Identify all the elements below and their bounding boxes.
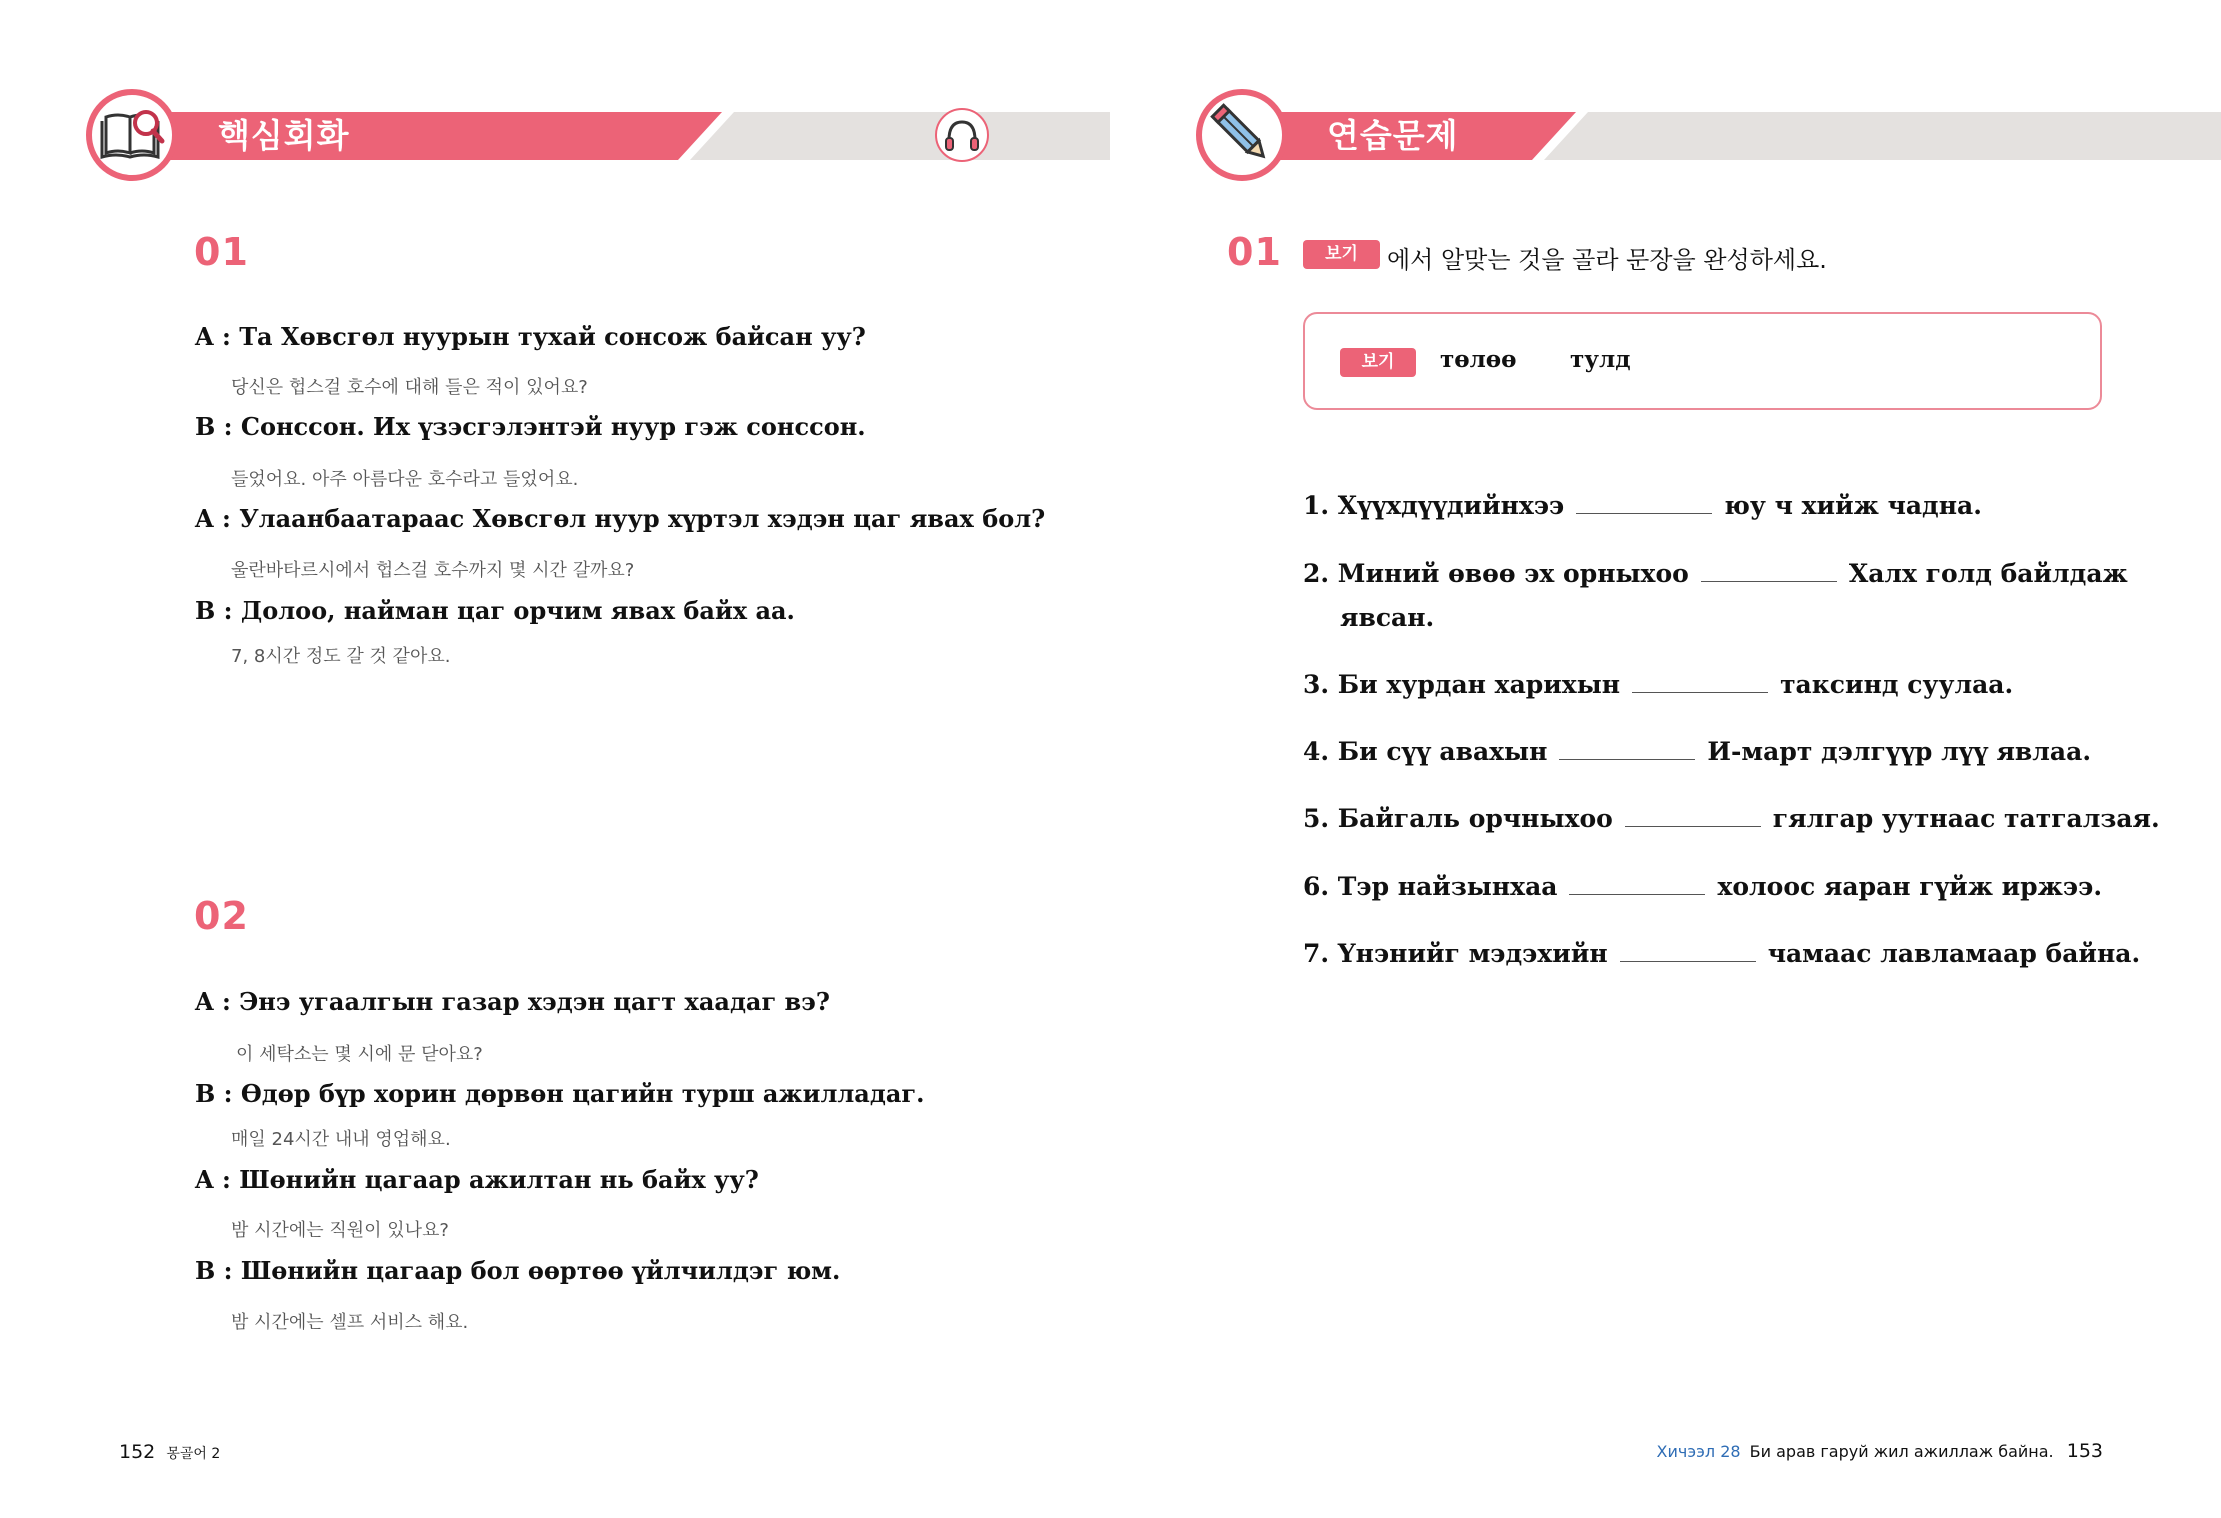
exercise-item (1303, 737, 2091, 766)
right-header-gray-band (1544, 112, 2221, 160)
exercise-item (1303, 804, 2160, 833)
answer-blank[interactable] (1620, 960, 1756, 962)
section-number-02: 02 (194, 894, 249, 938)
translation-line: 7, 8시간 정도 갈 것 같아요. (231, 646, 451, 667)
exercise-number: 01 (1227, 230, 1282, 274)
translation-line: 밤 시간에는 셀프 서비스 해요. (231, 1312, 469, 1333)
pencil-icon (1196, 89, 1288, 181)
item-text-after: холоос яаран гүйж иржээ. (1717, 872, 2103, 901)
lesson-label: Хичээл 28 (1656, 1442, 1741, 1461)
left-header-title: 핵심회화 (218, 116, 350, 155)
item-text-after: Халх голд байлдаж (1848, 559, 2128, 588)
page-number: 153 (2066, 1440, 2103, 1462)
answer-blank[interactable] (1625, 825, 1761, 827)
book-search-icon (86, 89, 178, 181)
exercise-instruction: 에서 알맞는 것을 골라 문장을 완성하세요. (1387, 246, 1827, 274)
word-bank-box (1303, 312, 2102, 410)
item-text-after: юу ч хийж чадна. (1724, 491, 1982, 520)
right-header-title: 연습문제 (1327, 116, 1459, 155)
word-bank-word: тулд (1570, 346, 1631, 373)
item-text-before: 5. Байгаль орчныхоо (1303, 804, 1613, 833)
right-page-footer (1657, 1440, 2103, 1462)
dialogue-line: A : Энэ угаалгын газар хэдэн цагт хаадаг вэ? (195, 987, 830, 1016)
exercise-item-continuation: явсан. (1340, 603, 1435, 632)
answer-blank[interactable] (1569, 893, 1705, 895)
exercise-item (1303, 559, 2128, 588)
translation-line: 울란바타르시에서 헙스걸 호수까지 몇 시간 갈까요? (231, 560, 635, 581)
headphones-icon[interactable] (935, 108, 989, 162)
translation-line: 이 세탁소는 몇 시에 문 닫아요? (236, 1044, 483, 1065)
word-bank-word: төлөө (1440, 346, 1517, 373)
translation-line: 밤 시간에는 직원이 있나요? (231, 1220, 449, 1241)
dialogue-line: A : Шөнийн цагаар ажилтан нь байх уу? (195, 1165, 759, 1194)
answer-blank[interactable] (1701, 580, 1837, 582)
exercise-item (1303, 939, 2140, 968)
dialogue-line: B : Сонссон. Их үзэсгэлэнтэй нуур гэж сонссон. (195, 412, 866, 441)
dialogue-line: B : Долоо, найман цаг орчим явах байх аа. (195, 596, 795, 625)
item-text-before: 6. Тэр найзынхаа (1303, 872, 1558, 901)
item-text-before: 1. Хүүхдүүдийнхээ (1303, 491, 1565, 520)
item-text-before: 3. Би хурдан харихын (1303, 670, 1621, 699)
item-text-after: чамаас лавламаар байна. (1767, 939, 2141, 968)
answer-blank[interactable] (1559, 758, 1695, 760)
dialogue-line: B : Шөнийн цагаар бол өөртөө үйлчилдэг юм. (195, 1256, 841, 1285)
left-header-gray-band (690, 112, 1110, 160)
translation-line: 매일 24시간 내내 영업해요. (231, 1129, 451, 1150)
answer-blank[interactable] (1576, 512, 1712, 514)
item-text-after: И-март дэлгүүр лүү явлаа. (1707, 737, 2092, 766)
exercise-item (1303, 670, 2013, 699)
word-bank-tag: 보기 (1340, 348, 1416, 377)
lesson-title: Би арав гаруй жил ажиллаж байна. (1749, 1442, 2054, 1461)
left-page-footer (119, 1441, 220, 1463)
exercise-item (1303, 491, 1982, 520)
answer-blank[interactable] (1632, 691, 1768, 693)
exercise-item (1303, 872, 2102, 901)
item-text-before: 7. Үнэнийг мэдэхийн (1303, 939, 1608, 968)
item-text-after: таксинд суулаа. (1780, 670, 2014, 699)
dialogue-line: A : Улаанбаатараас Хөвсгөл нуур хүртэл хэдэн цаг явах бол? (195, 504, 1046, 533)
translation-line: 당신은 헙스걸 호수에 대해 들은 적이 있어요? (231, 377, 588, 398)
translation-line: 들었어요. 아주 아름다운 호수라고 들었어요. (231, 469, 579, 490)
section-number-01: 01 (194, 230, 249, 274)
item-text-before: 2. Миний өвөө эх орныхоо (1303, 559, 1689, 588)
example-tag: 보기 (1303, 240, 1380, 269)
item-text-after: гялгар уутнаас татгалзая. (1772, 804, 2160, 833)
dialogue-line: B : Өдөр бүр хорин дөрвөн цагийн турш ажилладаг. (195, 1079, 925, 1108)
item-text-before: 4. Би сүү авахын (1303, 737, 1548, 766)
page-number: 152 (119, 1441, 156, 1463)
book-title: 몽골어 2 (166, 1446, 221, 1462)
dialogue-line: A : Та Хөвсгөл нуурын тухай сонсож байсан уу? (195, 322, 866, 351)
